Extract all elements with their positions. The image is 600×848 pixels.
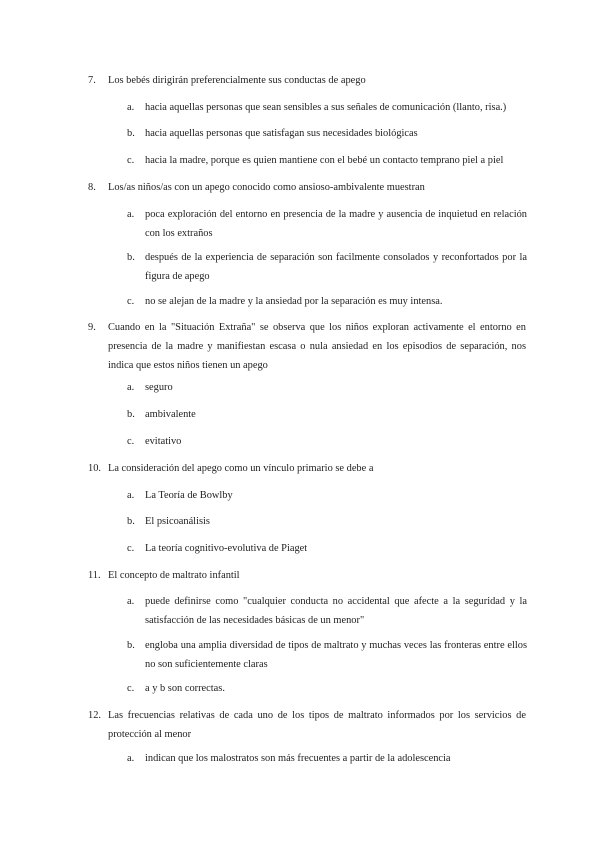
option-letter: c.	[127, 683, 135, 694]
option-letter: c.	[127, 296, 135, 307]
question-8	[0, 178, 600, 197]
option-letter: c.	[127, 155, 135, 166]
option-letter: a.	[127, 382, 135, 393]
option-letter: a.	[127, 490, 135, 501]
question-stem	[0, 318, 526, 375]
question-number: 10.	[88, 463, 101, 474]
question-text: La consideración del apego como un vínculo primario se debe a	[108, 463, 374, 474]
option-letter: c.	[127, 436, 135, 447]
option-11a	[0, 592, 600, 630]
option-text: hacia aquellas personas que sean sensibles a sus señales de comunicación (llanto, risa.)	[145, 102, 507, 113]
question-number: 9.	[88, 322, 96, 333]
option-text: ambivalente	[145, 409, 196, 420]
option-text: puede definirse como "cualquier conducta no accidental que afecte a la seguridad y la satisfacción de las necesidades básicas de un menor"	[145, 596, 527, 626]
option-text: no se alejan de la madre y la ansiedad por la separación es muy intensa.	[145, 296, 443, 307]
option-text: hacia aquellas personas que satisfagan sus necesidades biológicas	[145, 128, 418, 139]
option-10a	[0, 486, 600, 505]
option-letter: a.	[127, 753, 135, 764]
option-letter: b.	[127, 128, 135, 139]
question-12	[0, 706, 600, 744]
question-11	[0, 566, 600, 585]
option-letter: b.	[127, 252, 135, 263]
question-stem	[0, 71, 526, 90]
option-text: El psicoanálisis	[145, 516, 210, 527]
question-number: 8.	[88, 182, 96, 193]
question-number: 7.	[88, 75, 96, 86]
option-text: después de la experiencia de separación son facilmente consolados y reconfortados por la figura de apego	[145, 252, 527, 282]
option-11b	[0, 636, 600, 674]
option-letter: a.	[127, 209, 135, 220]
question-stem	[0, 706, 526, 744]
option-letter: a.	[127, 596, 135, 607]
option-text: poca exploración del entorno en presencia de la madre y ausencia de inquietud en relación con los extraños	[145, 209, 527, 239]
option-text: hacia la madre, porque es quien mantiene con el bebé un contacto temprano piel a piel	[145, 155, 504, 166]
option-9b	[0, 405, 600, 424]
question-number: 12.	[88, 710, 101, 721]
question-text: Los bebés dirigirán preferencialmente sus conductas de apego	[108, 75, 366, 86]
option-7a	[0, 98, 600, 117]
option-text: La Teoría de Bowlby	[145, 490, 233, 501]
option-7c	[0, 151, 600, 170]
question-9	[0, 318, 600, 375]
question-stem	[0, 178, 526, 197]
option-text: evitativo	[145, 436, 182, 447]
option-text: indican que los malostratos son más frecuentes a partir de la adolescencia	[145, 753, 451, 764]
option-8c	[0, 292, 600, 311]
question-text: Los/as niños/as con un apego conocido como ansioso-ambivalente muestran	[108, 182, 425, 193]
option-12a	[0, 749, 600, 768]
option-7b	[0, 124, 600, 143]
option-8a	[0, 205, 600, 243]
option-text: seguro	[145, 382, 173, 393]
question-text: Cuando en la "Situación Extraña" se observa que los niños exploran activamente el entorno en presencia de la madre y manifiestan escasa o nula ansiedad en los episodios de separación, nos indica que estos niños tienen un apego	[108, 322, 526, 371]
option-letter: b.	[127, 409, 135, 420]
question-10	[0, 459, 600, 478]
question-7	[0, 71, 600, 90]
question-text: Las frecuencias relativas de cada uno de los tipos de maltrato informados por los servicios de protección al menor	[108, 710, 526, 740]
option-letter: c.	[127, 543, 135, 554]
option-8b	[0, 248, 600, 286]
option-text: La teoría cognitivo-evolutiva de Piaget	[145, 543, 308, 554]
question-stem	[0, 459, 526, 478]
question-text: El concepto de maltrato infantil	[108, 570, 240, 581]
option-10c	[0, 539, 600, 558]
option-10b	[0, 512, 600, 531]
question-number: 11.	[88, 570, 101, 581]
option-letter: b.	[127, 640, 135, 651]
option-text: a y b son correctas.	[145, 683, 225, 694]
option-letter: a.	[127, 102, 135, 113]
option-11c	[0, 679, 600, 698]
option-9a	[0, 378, 600, 397]
option-letter: b.	[127, 516, 135, 527]
option-text: engloba una amplia diversidad de tipos de maltrato y muchas veces las fronteras entre ellos no son suficientemente claras	[145, 640, 527, 670]
question-stem	[0, 566, 526, 585]
option-9c	[0, 432, 600, 451]
